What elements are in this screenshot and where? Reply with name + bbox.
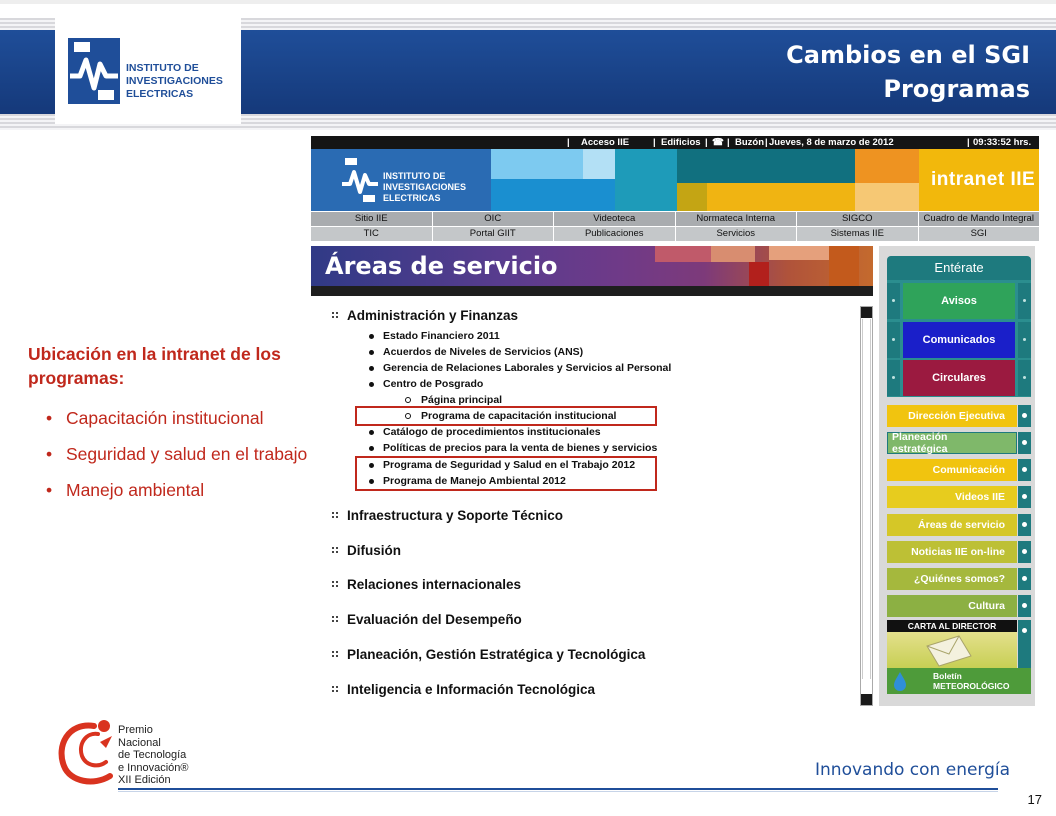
- page-number: 17: [1027, 792, 1042, 807]
- boletin-line: Boletín: [933, 671, 962, 681]
- bullet-item: [46, 406, 316, 431]
- bullet-dot-icon: [369, 350, 374, 355]
- side-dot-icon: [1018, 283, 1031, 319]
- bullet-dot-icon: [369, 446, 374, 451]
- highlight-capacitacion: [355, 406, 657, 426]
- bullet-dot-icon: [369, 334, 374, 339]
- link-dot-icon: [1018, 459, 1031, 481]
- nav-cuadro-mando[interactable]: Cuadro de Mando Integral: [919, 212, 1040, 226]
- areas-content: [311, 302, 859, 702]
- scroll-down-icon[interactable]: [861, 694, 872, 705]
- nav-sistemas-iie[interactable]: Sistemas IIE: [797, 227, 919, 241]
- enterate-panel: [879, 246, 1035, 706]
- envelope-icon: [887, 632, 1017, 668]
- intranet-label: intranet IIE: [931, 169, 1036, 190]
- highlight-programas: [355, 456, 657, 491]
- admin-item-label: Programa de Seguridad y Salud en el Trabajo 2012: [383, 459, 636, 471]
- link-quienes-somos[interactable]: ¿Quiénes somos?: [887, 568, 1017, 590]
- scroll-thumb[interactable]: [862, 319, 871, 679]
- intranet-logo-text: [383, 171, 466, 204]
- slogan: Innovando con energía: [815, 760, 1011, 780]
- intranet-nav-row1: [311, 212, 1039, 226]
- topbar-acceso-link[interactable]: Acceso IIE: [581, 137, 630, 148]
- footer-rule-light: [118, 791, 998, 792]
- water-drop-icon: [893, 671, 907, 691]
- bullet-dot-icon: [369, 430, 374, 435]
- admin-item-label: Programa de Manejo Ambiental 2012: [383, 475, 566, 487]
- section-label: Evaluación del Desempeño: [347, 612, 522, 627]
- boletin-link[interactable]: [887, 668, 1031, 694]
- org-name-line: INVESTIGACIONES: [126, 75, 223, 87]
- avisos-button[interactable]: Avisos: [903, 283, 1015, 319]
- admin-item-label: Políticas de precios para la venta de bienes y servicios: [383, 442, 658, 454]
- section-label: Difusión: [347, 543, 401, 558]
- top-border: [0, 0, 1056, 4]
- topbar-sep: |: [705, 137, 708, 148]
- section-bullet-icon: [331, 650, 339, 658]
- premio-line: de Tecnología: [118, 749, 187, 761]
- areas-title: Áreas de servicio: [325, 252, 558, 280]
- side-dot-icon: [887, 283, 900, 319]
- section-label: Inteligencia e Información Tecnológica: [347, 682, 596, 697]
- section-bullet-icon: [331, 685, 339, 693]
- topbar-sep: |: [567, 137, 570, 148]
- premio-line: Premio: [118, 724, 153, 736]
- nav-normateca[interactable]: Normateca Interna: [676, 212, 798, 226]
- bullet-dot-icon: [369, 366, 374, 371]
- posgrado-item-label: Programa de capacitación institucional: [421, 410, 617, 422]
- scroll-up-icon[interactable]: [861, 307, 872, 318]
- bullet-text: Seguridad y salud en el trabajo: [66, 444, 308, 464]
- intranet-logo-line: INSTITUTO DE: [383, 171, 446, 181]
- side-dot-icon: [887, 360, 900, 396]
- bullet-dot-icon: •: [46, 408, 53, 428]
- bullet-item: [46, 478, 316, 503]
- bullet-dot-icon: •: [46, 480, 53, 500]
- intranet-nav-row2: [311, 227, 1039, 241]
- org-name-line: INSTITUTO DE: [126, 62, 199, 74]
- link-dot-icon: [1018, 514, 1031, 536]
- admin-item-label: Estado Financiero 2011: [383, 330, 500, 342]
- nav-sitio-iie[interactable]: Sitio IIE: [311, 212, 433, 226]
- premio-line: XII Edición: [118, 774, 171, 786]
- link-cultura[interactable]: Cultura: [887, 595, 1017, 617]
- carta-director-image[interactable]: [887, 632, 1017, 668]
- slide-title-line1: Cambios en el SGI: [786, 41, 1030, 69]
- link-dot-icon: [1018, 595, 1031, 617]
- phone-icon: ☎: [712, 137, 724, 148]
- link-dot-icon: [1018, 568, 1031, 590]
- areas-banner: [311, 246, 873, 286]
- topbar-sep: |: [967, 137, 970, 148]
- nav-publicaciones[interactable]: Publicaciones: [554, 227, 676, 241]
- nav-videoteca[interactable]: Videoteca: [554, 212, 676, 226]
- section-label: Infraestructura y Soporte Técnico: [347, 508, 564, 523]
- section-label: Planeación, Gestión Estratégica y Tecnológica: [347, 647, 646, 662]
- side-dot-icon: [1018, 360, 1031, 396]
- iie-logo-icon: [68, 38, 120, 104]
- location-heading: Ubicación en la intranet de los programas:: [28, 344, 281, 388]
- link-videos-iie[interactable]: Videos IIE: [887, 486, 1017, 508]
- link-planeacion-estrategica[interactable]: Planeación estratégica: [887, 432, 1017, 454]
- link-dot-icon: [1018, 541, 1031, 563]
- footer-rule: [118, 788, 998, 790]
- section-bullet-icon: [331, 311, 339, 319]
- side-dot-icon: [1018, 322, 1031, 358]
- link-noticias-iie[interactable]: Noticias IIE on-line: [887, 541, 1017, 563]
- link-dot-icon: [1018, 486, 1031, 508]
- link-dot-icon: [1018, 620, 1031, 668]
- areas-divider: [311, 286, 873, 296]
- section-bullet-icon: [331, 615, 339, 623]
- comunicados-button[interactable]: Comunicados: [903, 322, 1015, 358]
- premio-line: e Innovación®: [118, 761, 189, 774]
- topbar-edificios-link[interactable]: Edificios: [661, 137, 701, 148]
- link-direccion-ejecutiva[interactable]: Dirección Ejecutiva: [887, 405, 1017, 427]
- admin-item-label: Centro de Posgrado: [383, 378, 484, 390]
- link-dot-icon: [1018, 405, 1031, 427]
- link-dot-icon: [1018, 432, 1031, 454]
- bullet-text: Capacitación institucional: [66, 408, 264, 428]
- nav-portal-giit[interactable]: Portal GIIT: [433, 227, 555, 241]
- topbar-sep: |: [653, 137, 656, 148]
- topbar-date: Jueves, 8 de marzo de 2012: [769, 137, 894, 148]
- intranet-banner: [311, 149, 1039, 211]
- intranet-logo-line: INVESTIGACIONES: [383, 182, 467, 192]
- section-bullet-icon: [331, 546, 339, 554]
- topbar-sep: |: [727, 137, 730, 148]
- nav-oic[interactable]: OIC: [433, 212, 555, 226]
- enterate-box: [887, 280, 1031, 397]
- nav-tic[interactable]: TIC: [311, 227, 433, 241]
- admin-item-label: Acuerdos de Niveles de Servicios (ANS): [383, 346, 584, 358]
- intranet-logo-icon: [341, 156, 379, 204]
- premio-text: [118, 724, 228, 787]
- bullet-text: Manejo ambiental: [66, 480, 205, 500]
- content-scrollbar[interactable]: [860, 306, 873, 706]
- bullet-item: [46, 442, 316, 467]
- premio-line: Nacional: [118, 736, 161, 749]
- slide-title: [630, 38, 1030, 106]
- topbar-buzon-link[interactable]: Buzón: [735, 137, 765, 148]
- bullet-dot-icon: •: [46, 444, 53, 464]
- admin-item-label: Catálogo de procedimientos institucionales: [383, 426, 601, 438]
- bullet-dot-icon: [369, 382, 374, 387]
- section-bullet-icon: [331, 511, 339, 519]
- intranet-topbar: [311, 136, 1039, 149]
- nav-sgi[interactable]: SGI: [919, 227, 1040, 241]
- intranet-logo-line: ELECTRICAS: [383, 193, 441, 203]
- circle-bullet-icon: [405, 397, 411, 403]
- boletin-line: METEOROLÓGICO: [933, 681, 1010, 691]
- header-org-name: [126, 62, 238, 101]
- topbar-time: 09:33:52 hrs.: [973, 137, 1032, 148]
- topbar-sep: |: [765, 137, 768, 148]
- link-comunicacion[interactable]: Comunicación: [887, 459, 1017, 481]
- side-dot-icon: [887, 322, 900, 358]
- nav-servicios[interactable]: Servicios: [676, 227, 798, 241]
- program-bullets: [46, 406, 316, 514]
- section-label: Relaciones internacionales: [347, 577, 522, 592]
- enterate-heading: Entérate: [887, 256, 1031, 280]
- carta-director-link[interactable]: CARTA AL DIRECTOR: [887, 620, 1017, 632]
- circulares-button[interactable]: Circulares: [903, 360, 1015, 396]
- intranet-screenshot: [311, 136, 1039, 706]
- premio-logo-icon: [54, 716, 116, 788]
- posgrado-item-label: Página principal: [421, 394, 503, 406]
- section-bullet-icon: [331, 580, 339, 588]
- slide-title-line2: Programas: [883, 75, 1030, 103]
- link-areas-servicio[interactable]: Áreas de servicio: [887, 514, 1017, 536]
- section-label: Administración y Finanzas: [347, 308, 519, 323]
- nav-sigco[interactable]: SIGCO: [797, 212, 919, 226]
- admin-item-label: Gerencia de Relaciones Laborales y Servicios al Personal: [383, 362, 672, 374]
- org-name-line: ELECTRICAS: [126, 88, 194, 100]
